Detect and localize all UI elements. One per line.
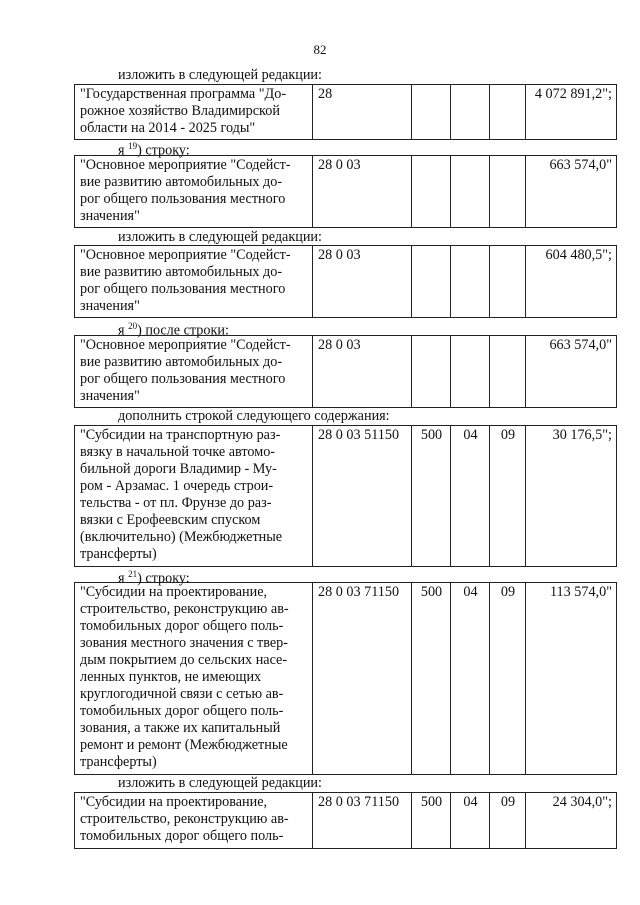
row-name-cell (75, 336, 313, 408)
table-row-transport-interchange (74, 425, 617, 567)
table-row-state-program (74, 84, 617, 140)
caption-prefix: я (118, 322, 129, 339)
page-number: 82 (313, 42, 327, 57)
row-code: 28 0 03 (313, 156, 412, 228)
row-sum: 30 176,5"; (526, 426, 617, 567)
row-vr: 500 (412, 583, 451, 775)
caption-text: ) после строки: (137, 322, 229, 339)
table-row-road-subsidy-old (74, 582, 617, 775)
caption-prefix: я (118, 570, 129, 587)
caption-text: дополнить строкой следующего содержания: (118, 408, 390, 424)
row-code: 28 0 03 (313, 246, 412, 318)
caption-text: ) строку: (137, 570, 190, 587)
table-row-road-subsidy-new (74, 792, 617, 849)
row-code: 28 0 03 71150 (313, 793, 412, 849)
row-name: "Субсидии на проектирование, строительство, реконструкцию ав- томобильных дорог общего поль- (80, 794, 289, 844)
row-name-cell (75, 793, 313, 849)
row-code: 28 0 03 71150 (313, 583, 412, 775)
caption-text: изложить в следующей редакции: (118, 775, 322, 791)
caption-prefix: я (118, 142, 129, 159)
footnote-number: 20 (128, 321, 138, 331)
row-vr: 500 (412, 793, 451, 849)
row-name-cell (75, 246, 313, 318)
row-vr: 500 (412, 426, 451, 567)
caption-text: ) строку: (137, 142, 190, 159)
row-rz (451, 336, 490, 408)
caption-replace-1 (118, 67, 322, 83)
row-pr (490, 156, 526, 228)
row-name-cell (75, 583, 313, 775)
row-rz: 04 (451, 583, 490, 775)
row-name: "Основное мероприятие "Содейст- вие развитию автомобильных до- рог общего пользования местного значения" (80, 337, 291, 404)
row-sum: 663 574,0" (526, 156, 617, 228)
row-code: 28 0 03 (313, 336, 412, 408)
caption-add-row (118, 408, 390, 424)
row-vr (412, 156, 451, 228)
footnote-number: 21 (128, 569, 138, 579)
row-code: 28 (313, 85, 412, 140)
row-pr: 09 (490, 793, 526, 849)
row-pr (490, 246, 526, 318)
row-rz (451, 246, 490, 318)
row-rz (451, 156, 490, 228)
row-sum: 4 072 891,2"; (526, 85, 617, 140)
row-name: "Основное мероприятие "Содейст- вие развитию автомобильных до- рог общего пользования местного значения" (80, 247, 291, 314)
row-rz (451, 85, 490, 140)
row-vr (412, 336, 451, 408)
table-row-main-activity-new (74, 245, 617, 318)
caption-replace-3 (118, 775, 322, 791)
row-name: "Субсидии на проектирование, строительство, реконструкцию ав- томобильных дорог общего поль- зования местного значения с твер- дым покрытием до сельских насе- ленных пунктов, не имеющих круглогодичной связи с сетью ав- томобильных дорог общего поль- зования, а также их капитальный ремонт и ремонт (Межбюджетные трансферты) (80, 584, 289, 770)
table-row-main-activity-old (74, 155, 617, 228)
caption-replace-2 (118, 229, 322, 245)
row-name-cell (75, 156, 313, 228)
row-sum: 113 574,0" (526, 583, 617, 775)
row-rz: 04 (451, 426, 490, 567)
caption-text: изложить в следующей редакции: (118, 67, 322, 83)
row-sum: 24 304,0"; (526, 793, 617, 849)
table-row-main-activity-after (74, 335, 617, 408)
row-name-cell (75, 85, 313, 140)
row-name-cell (75, 426, 313, 567)
caption-text: изложить в следующей редакции: (118, 229, 322, 245)
row-sum: 604 480,5"; (526, 246, 617, 318)
row-vr (412, 246, 451, 318)
row-vr (412, 85, 451, 140)
row-pr (490, 85, 526, 140)
row-pr: 09 (490, 426, 526, 567)
row-name: "Субсидии на транспортную раз- вязку в начальной точке автомо- бильной дороги Владимир - Му- ром - Арзамас. 1 очередь строи- тельства - от пл. Фрунзе до раз- вязки с Ерофеевским спуском (включительно) (Межбюджетные трансферты) (80, 427, 283, 562)
row-pr (490, 336, 526, 408)
row-name: "Основное мероприятие "Содейст- вие развитию автомобильных до- рог общего пользования местного значения" (80, 157, 291, 224)
row-code: 28 0 03 51150 (313, 426, 412, 567)
row-pr: 09 (490, 583, 526, 775)
row-rz: 04 (451, 793, 490, 849)
row-name: "Государственная программа "До- рожное хозяйство Владимирской области на 2014 - 2025 годы" (80, 86, 287, 136)
footnote-number: 19 (128, 141, 138, 151)
row-sum: 663 574,0" (526, 336, 617, 408)
